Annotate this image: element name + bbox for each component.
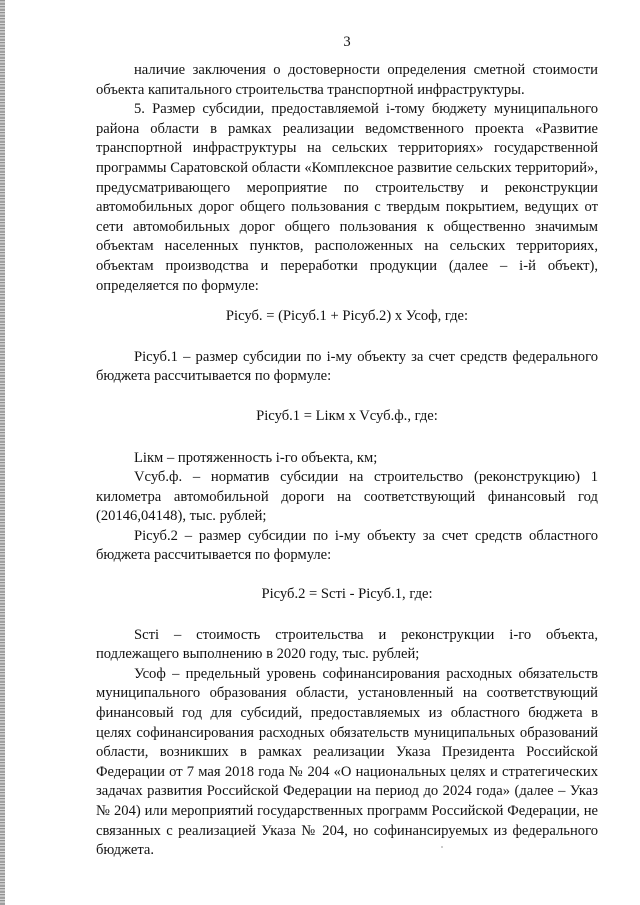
formula-federal-subsidy: Piсуб.1 = Liкм x Vсуб.ф., где: xyxy=(256,407,438,424)
scan-speck xyxy=(441,846,443,848)
paragraph-cofinancing-level: Усоф – предельный уровень софинансирования расходных обязательств муниципального образования области, установленный на соответствующий финансовый год для субсидий, предоставляемых из областного бюджета в целях софинансирования расходных обязательств муниципальных образований области, возникших в рамках реализации Указа Президента Российской Федерации от 7 мая 2018 года № 204 «О национальных целях и стратегических задачах развития Российской Федерации на период до 2024 года» (далее – Указ № 204) или мероприятий государственных программ Российской Федерации, не связанных с реализацией Указа № 204, но софинансируемых из федерального бюджета. xyxy=(96,665,598,859)
paragraph-federal-subsidy: Piсуб.1 – размер субсидии по i-му объекту за счет средств федерального бюджета рассчитывается по формуле: xyxy=(96,348,598,385)
document-page xyxy=(96,0,598,905)
paragraph-subsidy-size: 5. Размер субсидии, предоставляемой i-тому бюджету муниципального района области в рамках реализации ведомственного проекта «Развитие транспортной инфраструктуры на сельских территориях» государственной программы Саратовской области «Комплексное развитие сельских территорий», предусматривающего мероприятие по строительству и реконструкции автомобильных дорог общего пользования с твердым покрытием, ведущих от сети автомобильных дорог общего пользования к общественно значимым объектам населенных пунктов, расположенных на сельских территориях, объектам производства и переработки продукции (далее – i-й объект), определяется по формуле: xyxy=(96,101,598,294)
paragraph-length-definition: Liкм – протяженность i-го объекта, км; xyxy=(134,449,378,466)
paragraph-regional-subsidy: Piсуб.2 – размер субсидии по i-му объекту за счет средств областного бюджета рассчитывается по формуле: xyxy=(96,527,598,564)
formula-total-subsidy: Piсуб. = (Piсуб.1 + Piсуб.2) x Усоф, где: xyxy=(225,308,469,325)
formula-regional-subsidy: Piсуб.2 = Scтi - Piсуб.1, где: xyxy=(261,586,433,603)
paragraph-norm-definition: Vсуб.ф. – норматив субсидии на строительство (реконструкцию) 1 километра автомобильной дороги на соответствующий финансовый год (20146,04148), тыс. рублей; xyxy=(96,469,598,525)
document-body xyxy=(96,61,598,861)
scan-edge xyxy=(0,0,5,905)
paragraph-cost-definition: Scтi – стоимость строительства и реконструкции i-го объекта, подлежащего выполнению в 2020 году, тыс. рублей; xyxy=(96,626,598,663)
paragraph-conclusion: наличие заключения о достоверности определения сметной стоимости объекта капитального строительства транспортной инфраструктуры. xyxy=(96,62,598,98)
page-number: 3 xyxy=(343,34,351,50)
